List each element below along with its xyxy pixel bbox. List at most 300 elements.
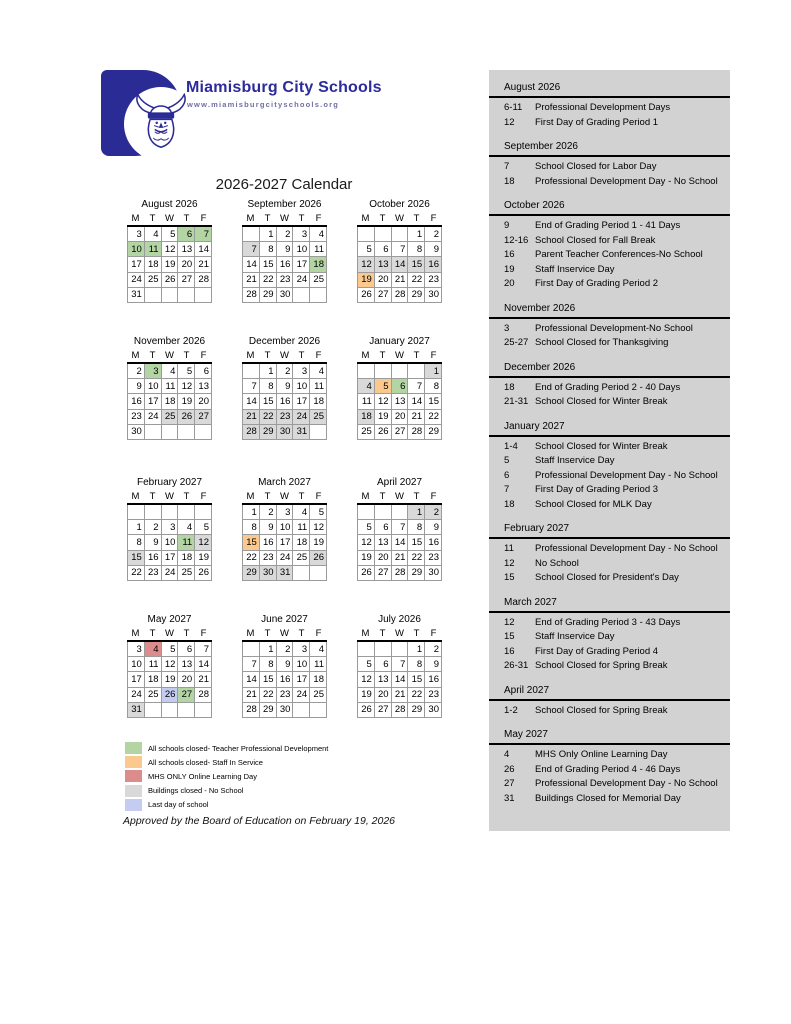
day-header: T: [413, 628, 420, 639]
week-row: [243, 535, 327, 550]
day-cell: 30: [276, 424, 293, 439]
day-cell: 5: [161, 641, 178, 657]
day-header-row: [357, 350, 442, 361]
event-date: 7: [504, 484, 510, 495]
sidebar-month-september-2026: [489, 141, 730, 189]
day-cell: 15: [259, 394, 276, 409]
day-cell: 2: [425, 504, 442, 520]
empty-cell: [391, 641, 408, 657]
event-date: 26: [504, 763, 515, 775]
day-cell: 19: [358, 550, 375, 565]
day-cell: 20: [178, 672, 195, 687]
empty-cell: [128, 504, 145, 520]
day-cell: 7: [391, 657, 408, 672]
page-title: 2026-2027 Calendar: [215, 176, 353, 193]
legend-swatch-orange: [125, 756, 142, 768]
event-row: [489, 101, 730, 116]
event-date: 16: [504, 249, 515, 260]
day-cell: 16: [276, 394, 293, 409]
day-cell: 10: [128, 242, 145, 257]
day-cell: 27: [178, 687, 195, 702]
day-cell: 28: [243, 424, 260, 439]
viking-icon: [130, 93, 192, 155]
day-cell: 19: [374, 409, 391, 424]
day-cell: 27: [391, 424, 408, 439]
event-date: 9: [504, 220, 510, 231]
event-row: [489, 498, 730, 513]
day-cell: 1: [243, 504, 260, 520]
event-text: School Closed for MLK Day: [535, 498, 652, 510]
empty-cell: [358, 641, 375, 657]
day-cell: 26: [358, 565, 375, 580]
empty-cell: [178, 424, 195, 439]
day-header-row: [242, 491, 327, 502]
day-cell: 7: [243, 657, 260, 672]
event-row: [489, 219, 730, 234]
day-cell: 28: [195, 272, 212, 287]
event-date: 4: [504, 749, 510, 760]
event-date: 26-31: [504, 660, 529, 671]
day-cell: 21: [408, 409, 425, 424]
event-text: School Closed for Thanksgiving: [535, 337, 669, 348]
day-cell: 6: [374, 242, 391, 257]
day-cell: 8: [425, 379, 442, 394]
day-header: M: [131, 628, 140, 639]
day-header: W: [280, 213, 289, 224]
day-cell: 23: [276, 272, 293, 287]
day-cell: 12: [374, 394, 391, 409]
day-header-row: [127, 350, 212, 361]
day-cell: 9: [276, 242, 293, 257]
day-cell: 25: [161, 409, 178, 424]
month-table: [242, 503, 327, 581]
day-cell: 23: [276, 687, 293, 702]
day-cell: 16: [276, 257, 293, 272]
day-cell: 15: [259, 257, 276, 272]
day-cell: 31: [276, 565, 293, 580]
day-cell: 30: [425, 702, 442, 717]
event-date: 12-16: [504, 234, 529, 246]
day-cell: 28: [391, 702, 408, 717]
day-cell: 2: [128, 363, 145, 379]
day-cell: 23: [128, 409, 145, 424]
week-row: [243, 687, 327, 702]
day-cell: 31: [128, 287, 145, 302]
day-header: T: [183, 213, 190, 224]
empty-cell: [374, 641, 391, 657]
day-cell: 14: [243, 394, 260, 409]
week-row: [243, 409, 327, 424]
day-cell: 2: [425, 641, 442, 657]
day-cell: 10: [144, 379, 161, 394]
day-cell: 9: [425, 520, 442, 535]
event-text: School Closed for Labor Day: [535, 161, 657, 172]
day-cell: 13: [391, 394, 408, 409]
approval-note: Approved by the Board of Education on February 19, 2026: [123, 815, 396, 827]
event-text: End of Grading Period 1 - 41 Days: [535, 220, 681, 231]
legend-item: [125, 769, 328, 783]
day-cell: 4: [310, 363, 327, 379]
event-date: 20: [504, 278, 515, 289]
month-table: [357, 503, 442, 581]
week-row: [358, 257, 442, 272]
day-cell: 23: [276, 409, 293, 424]
day-cell: 10: [293, 242, 310, 257]
week-row: [358, 687, 442, 702]
empty-cell: [144, 702, 161, 717]
event-text: Buildings Closed for Memorial Day: [535, 792, 681, 804]
week-row: [128, 641, 212, 657]
day-cell: 21: [391, 272, 408, 287]
day-cell: 11: [310, 657, 327, 672]
event-row: [489, 395, 730, 410]
event-date: 19: [504, 263, 515, 275]
day-cell: 25: [310, 687, 327, 702]
heading-rule: [489, 699, 730, 701]
month-title: May 2027: [147, 614, 192, 625]
day-cell: 13: [374, 672, 391, 687]
day-cell: 3: [161, 520, 178, 535]
day-header-row: [242, 350, 327, 361]
sidebar-month-heading: March 2027: [504, 596, 557, 608]
day-cell: 26: [358, 287, 375, 302]
event-text: Staff Inservice Day: [535, 455, 615, 466]
event-row: [489, 763, 730, 778]
day-cell: 29: [425, 424, 442, 439]
empty-cell: [391, 226, 408, 242]
event-date: 18: [504, 175, 515, 187]
empty-cell: [161, 504, 178, 520]
day-header: W: [395, 350, 404, 361]
day-cell: 1: [128, 520, 145, 535]
event-date: 25-27: [504, 337, 529, 348]
day-cell: 25: [144, 687, 161, 702]
sidebar-month-heading: September 2026: [504, 141, 578, 152]
day-cell: 15: [408, 257, 425, 272]
sidebar-month-august-2026: [489, 82, 730, 130]
day-cell: 10: [161, 535, 178, 550]
day-cell: 19: [310, 535, 327, 550]
day-cell: 4: [358, 379, 375, 394]
event-text: Professional Development Day - No School: [535, 543, 718, 554]
day-cell: 16: [276, 672, 293, 687]
week-row: [243, 520, 327, 535]
week-row: [358, 287, 442, 302]
month-title: December 2026: [248, 336, 321, 347]
day-cell: 19: [358, 687, 375, 702]
legend-label: Buildings closed - No School: [148, 786, 244, 796]
sidebar-month-heading: April 2027: [504, 684, 550, 696]
month-april-2027: [357, 477, 442, 581]
day-header: T: [264, 628, 271, 639]
day-header-row: [242, 628, 327, 639]
sidebar-month-heading: May 2027: [504, 729, 548, 740]
week-row: [128, 687, 212, 702]
day-cell: 5: [195, 520, 212, 535]
day-cell: 22: [128, 565, 145, 580]
day-cell: 21: [391, 550, 408, 565]
day-cell: 24: [128, 687, 145, 702]
week-row: [128, 226, 212, 242]
day-cell: 6: [178, 641, 195, 657]
day-cell: 9: [259, 520, 276, 535]
day-cell: 12: [358, 672, 375, 687]
day-cell: 26: [161, 687, 178, 702]
week-row: [128, 672, 212, 687]
event-text: MHS Only Online Learning Day: [535, 749, 668, 760]
legend-item: [125, 798, 328, 812]
event-date: 18: [504, 498, 515, 510]
day-cell: 24: [128, 272, 145, 287]
event-row: [489, 542, 730, 557]
day-cell: 19: [178, 394, 195, 409]
day-header: T: [413, 350, 420, 361]
day-cell: 6: [374, 520, 391, 535]
event-row: [489, 748, 730, 763]
day-cell: 20: [178, 257, 195, 272]
month-title: January 2027: [369, 336, 430, 347]
week-row: [243, 672, 327, 687]
week-row: [358, 520, 442, 535]
day-cell: 25: [178, 565, 195, 580]
day-cell: 28: [391, 565, 408, 580]
event-row: [489, 248, 730, 263]
week-row: [358, 702, 442, 717]
sidebar-month-heading: November 2026: [504, 302, 576, 314]
day-cell: 16: [425, 535, 442, 550]
day-cell: 14: [195, 242, 212, 257]
week-row: [358, 550, 442, 565]
week-row: [243, 287, 327, 302]
day-cell: 16: [144, 550, 161, 565]
day-cell: 13: [195, 379, 212, 394]
week-row: [128, 242, 212, 257]
day-cell: 3: [128, 641, 145, 657]
event-text: Staff Inservice Day: [535, 263, 615, 275]
day-cell: 3: [293, 641, 310, 657]
day-cell: 19: [161, 257, 178, 272]
day-cell: 14: [195, 657, 212, 672]
day-cell: 5: [161, 226, 178, 242]
legend-label: MHS ONLY Online Learning Day: [148, 771, 257, 781]
day-cell: 4: [310, 226, 327, 242]
day-cell: 22: [425, 409, 442, 424]
day-cell: 11: [310, 379, 327, 394]
day-cell: 15: [408, 535, 425, 550]
legend-item: [125, 741, 328, 755]
month-title: June 2027: [261, 614, 308, 625]
day-header: T: [149, 350, 156, 361]
day-cell: 3: [293, 226, 310, 242]
month-table: [242, 362, 327, 440]
day-cell: 16: [425, 672, 442, 687]
legend-swatch-gray: [125, 785, 142, 797]
day-cell: 12: [178, 379, 195, 394]
empty-cell: [310, 565, 327, 580]
event-date: 12: [504, 557, 515, 569]
day-cell: 13: [374, 535, 391, 550]
day-cell: 5: [374, 379, 391, 394]
event-text: School Closed for Winter Break: [535, 440, 668, 452]
day-cell: 9: [425, 657, 442, 672]
day-cell: 21: [391, 687, 408, 702]
day-cell: 3: [276, 504, 293, 520]
week-row: [243, 226, 327, 242]
legend-item: [125, 784, 328, 798]
day-cell: 18: [310, 257, 327, 272]
day-cell: 12: [161, 242, 178, 257]
day-cell: 20: [391, 409, 408, 424]
event-row: [489, 234, 730, 249]
day-cell: 28: [243, 702, 260, 717]
month-january-2027: [357, 336, 442, 440]
day-cell: 18: [178, 550, 195, 565]
event-row: [489, 659, 730, 674]
sidebar-month-january-2027: [489, 421, 730, 513]
day-cell: 27: [374, 565, 391, 580]
day-header: W: [280, 350, 289, 361]
month-title: March 2027: [258, 477, 311, 488]
day-header: T: [183, 628, 190, 639]
day-cell: 23: [425, 687, 442, 702]
day-cell: 12: [195, 535, 212, 550]
month-september-2026: [242, 199, 327, 303]
day-cell: 22: [408, 550, 425, 565]
day-cell: 26: [374, 424, 391, 439]
day-cell: 2: [259, 504, 276, 520]
month-title: August 2026: [141, 199, 198, 210]
week-row: [243, 242, 327, 257]
month-july-2026: [357, 614, 442, 718]
heading-rule: [489, 743, 730, 745]
week-row: [128, 363, 212, 379]
event-row: [489, 792, 730, 807]
event-text: End of Grading Period 3 - 43 Days: [535, 616, 681, 628]
day-cell: 22: [408, 272, 425, 287]
day-cell: 4: [144, 641, 161, 657]
day-cell: 2: [425, 226, 442, 242]
day-cell: 18: [144, 257, 161, 272]
day-cell: 19: [195, 550, 212, 565]
month-table: [357, 225, 442, 303]
month-march-2027: [242, 477, 327, 581]
day-header: F: [200, 213, 207, 224]
day-cell: 17: [144, 394, 161, 409]
day-header: T: [183, 350, 190, 361]
day-cell: 6: [374, 657, 391, 672]
day-cell: 12: [358, 535, 375, 550]
day-cell: 7: [243, 242, 260, 257]
day-header: W: [395, 628, 404, 639]
day-cell: 24: [293, 272, 310, 287]
day-cell: 3: [293, 363, 310, 379]
day-cell: 13: [374, 257, 391, 272]
empty-cell: [293, 287, 310, 302]
week-row: [128, 424, 212, 439]
week-row: [128, 657, 212, 672]
event-text: Professional Development Days: [535, 102, 671, 113]
empty-cell: [374, 504, 391, 520]
event-date: 16: [504, 645, 515, 657]
day-header: F: [430, 628, 437, 639]
day-cell: 26: [195, 565, 212, 580]
day-header: W: [165, 628, 174, 639]
sidebar-month-may-2027: [489, 729, 730, 806]
heading-rule: [489, 96, 730, 98]
day-header: T: [379, 213, 386, 224]
day-cell: 31: [128, 702, 145, 717]
week-row: [358, 504, 442, 520]
event-text: Parent Teacher Conferences-No School: [535, 249, 703, 260]
day-header-row: [357, 213, 442, 224]
day-cell: 30: [425, 565, 442, 580]
week-row: [358, 394, 442, 409]
empty-cell: [358, 504, 375, 520]
month-title: February 2027: [136, 477, 203, 488]
month-table: [127, 640, 212, 718]
day-header: M: [361, 491, 370, 502]
day-cell: 16: [259, 535, 276, 550]
week-row: [243, 272, 327, 287]
week-row: [128, 257, 212, 272]
event-row: [489, 277, 730, 292]
event-row: [489, 381, 730, 396]
day-cell: 1: [259, 363, 276, 379]
day-cell: 3: [144, 363, 161, 379]
heading-rule: [489, 376, 730, 378]
day-header: M: [361, 628, 370, 639]
day-cell: 5: [358, 520, 375, 535]
day-header: T: [379, 491, 386, 502]
day-header-row: [127, 491, 212, 502]
day-cell: 23: [144, 565, 161, 580]
event-date: 1-4: [504, 440, 518, 452]
day-header: F: [200, 491, 207, 502]
day-cell: 28: [391, 287, 408, 302]
day-header: W: [395, 491, 404, 502]
day-cell: 5: [178, 363, 195, 379]
day-cell: 25: [358, 424, 375, 439]
day-header: T: [413, 491, 420, 502]
day-cell: 7: [195, 226, 212, 242]
day-cell: 18: [310, 394, 327, 409]
week-row: [358, 672, 442, 687]
month-table: [127, 225, 212, 303]
week-row: [128, 394, 212, 409]
day-cell: 1: [408, 641, 425, 657]
week-row: [358, 242, 442, 257]
event-row: [489, 630, 730, 645]
week-row: [358, 409, 442, 424]
day-cell: 6: [195, 363, 212, 379]
sidebar-month-heading: August 2026: [504, 82, 561, 93]
day-cell: 19: [358, 272, 375, 287]
empty-cell: [374, 226, 391, 242]
week-row: [243, 641, 327, 657]
school-name: Miamisburg City Schools: [186, 79, 382, 96]
day-cell: 30: [425, 287, 442, 302]
day-cell: 2: [276, 641, 293, 657]
day-header: F: [315, 213, 322, 224]
day-header: T: [298, 350, 305, 361]
week-row: [128, 287, 212, 302]
week-row: [358, 272, 442, 287]
day-cell: 10: [128, 657, 145, 672]
day-cell: 11: [144, 242, 161, 257]
empty-cell: [178, 702, 195, 717]
day-cell: 21: [195, 672, 212, 687]
day-cell: 14: [391, 257, 408, 272]
